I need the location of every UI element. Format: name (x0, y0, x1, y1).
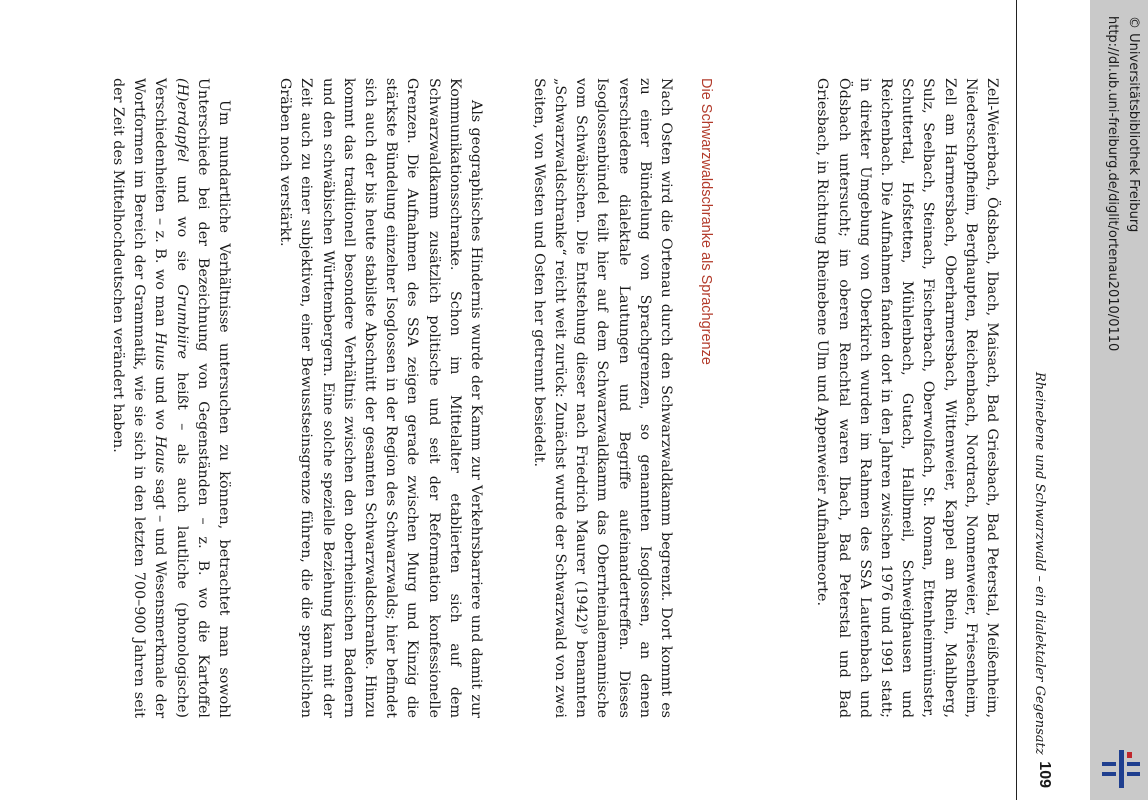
source-url-link[interactable]: http://dl.ub.uni-freiburg.de/diglit/ortenau2010/0110 (1105, 16, 1120, 352)
text-segment: und wo (152, 370, 169, 436)
text-segment: Um mundartliche Verhältnisse untersuchen zu können, betrachtet man sowohl Unterschiede bei der Bezeichnung von Gegenständen – z. B. wo die Kartoffel (194, 78, 232, 718)
dialect-term: Haus (152, 435, 169, 474)
text-segment: und wo sie (173, 162, 190, 285)
paragraph-dialect-study (107, 78, 234, 718)
paragraph-locations: Zell-Weierbach, Ödsbach, Ibach, Maisach, Bad Griesbach, Bad Peterstal, Meißenheim, Niederschopfheim, Berghaupten, Reichenbach, Nordrach, Nonnenweier, Friesenheim, Zell am Harmersbach, Oberharmersbach, Wittenweier, Kappel am Rhein, Mahlberg, Sulz, Seelbach, Steinach, Fischerbach, Oberwolfach, St. Roman, Ettenheimmünster, Schuttertal, Hofstetten, Mühlenbach, Gutach, Hallbmeil, Schweighausen und Reichenbach. Die Aufnahmen fanden dort in den Jahren zwischen 1976 und 1991 statt; in direkter Umgebung von Oberkirch wurden im Rahmen des SSA Lautenbach und Ödsbach untersucht; im oberen Renchtal waren Ibach, Bad Peterstal und Bad Griesbach, in Richtung Rheinebene Ulm und Appenweier Aufnahmeorte. (814, 78, 1000, 718)
dialect-term: (H)erdapfel (173, 78, 190, 163)
text-segment: sagt – und Wesensmerkmale der Wortformen im Bereich der Grammatik, wie sie sich in den letzten 700–900 Jahren seit der Zeit des Mittelhochdeutschen verändert haben. (109, 78, 169, 719)
running-head (1016, 0, 1057, 800)
paragraph-schwarzwald-intro: Nach Osten wird die Ortenau durch den Schwarzwaldkamm begrenzt. Dort kommt es zu einer Bündelung von Sprachgrenzen, so genannten Isoglossen, an denen verschiedene dialektale Lautungen und Begriffe aufeinandertreffen. Dieses Isoglossenbündel teilt hier auf dem Schwarzwaldkamm das Oberrheinalemannische vom Schwäbischen. Die Entstehung dieser nach Friedrich Maurer (1942)⁹ benannten „Schwarzwaldschranke“ reicht weit zurück: Zunächst wurde der Schwarzwald von zwei Seiten, von Westen und Osten her getrennt besiedelt. (530, 78, 674, 718)
running-title: Rheinebene und Schwarzwald – ein dialektaler Gegensatz (1032, 372, 1047, 755)
ub-freiburg-logo-icon (1100, 748, 1142, 790)
page-number: 109 (1036, 761, 1053, 788)
dialect-term: Huus (152, 332, 169, 371)
copyright-notice: © Universitätsbibliothek Freiburg (1126, 16, 1141, 233)
section-heading: Die Schwarzwaldschranke als Sprachgrenze (698, 78, 714, 365)
dialect-term: Grumbiire (173, 284, 190, 359)
paragraph-barrier: Als geographisches Hindernis wurde der Kamm zur Verkehrsbarriere und damit zur Kommunikationsschranke. Schon im Mittelalter etablierten sich auf dem Schwarzwaldkamm zusätzlich politische und seit der Reformation konfessionelle Grenzen. Die Aufnahmen des SSA zeigen gerade zwischen Murg und Kinzig die stärkste Bündelung einzelner Isoglossen in der Region des Schwarzwalds; hier befindet sich auch der bis heute stabilste Abschnitt der gesamten Schwarzwaldschranke. Hinzu kommt das traditionell besondere Verhältnis zwischen den oberrheinischen Badenern und den schwäbischen Württembergern. Eine solche spezielle Beziehung kann mit der Zeit auch zu einer subjektiven, einer Bewusstseinsgrenze führen, die die sprachlichen Gräben noch verstärkt. (277, 78, 484, 718)
text-segment: heißt – als auch lautliche (phonologische) Verschiedenheiten – z. B. wo man (152, 78, 190, 719)
digitization-sidebar (1090, 0, 1148, 800)
